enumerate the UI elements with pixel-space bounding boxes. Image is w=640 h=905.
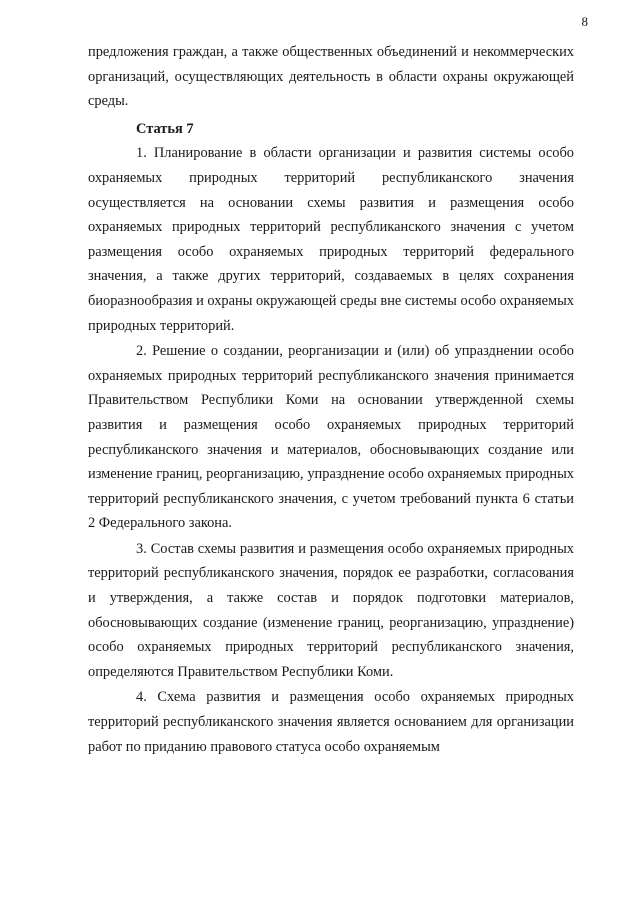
paragraph-4: 4. Схема развития и размещения особо охраняемых природных территорий республиканского значения является основанием для организации работ по приданию правового статуса особо охраняемым [88, 689, 574, 755]
continuation-paragraph: предложения граждан, а также общественных объединений и некоммерческих организаций, осуществляющих деятельность в области охраны окружающей среды. [88, 44, 574, 110]
document-body [88, 40, 574, 759]
page-number: 8 [581, 14, 588, 29]
article-heading: Статья 7 [136, 120, 194, 137]
paragraph-1: 1. Планирование в области организации и развития системы особо охраняемых природных территорий республиканского значения осуществляется на основании схемы развития и размещения особо охраняемых природных территорий республиканского значения с учетом размещения особо охраняемых природных территорий федерального значения, а также других территорий, создаваемых в целях сохранения биоразнообразия и охраны окружающей среды вне системы особо охраняемых природных территорий. [88, 145, 574, 334]
paragraph-2: 2. Решение о создании, реорганизации и (или) об упразднении особо охраняемых природных территорий республиканского значения принимается Правительством Республики Коми на основании утвержденной схемы развития и размещения особо охраняемых природных территорий республиканского значения и материалов, обосновывающих создание или изменение границ, реорганизацию, упразднение особо охраняемых природных территорий республиканского значения, с учетом требований пункта 6 статьи 2 Федерального закона. [88, 343, 574, 532]
paragraph-3: 3. Состав схемы развития и размещения особо охраняемых природных территорий республиканского значения, порядок ее разработки, согласования и утверждения, а также состав и порядок подготовки материалов, обосновывающих создание (изменение границ, реорганизацию, упразднение) особо охраняемых природных территорий республиканского значения, определяются Правительством Республики Коми. [88, 540, 574, 680]
